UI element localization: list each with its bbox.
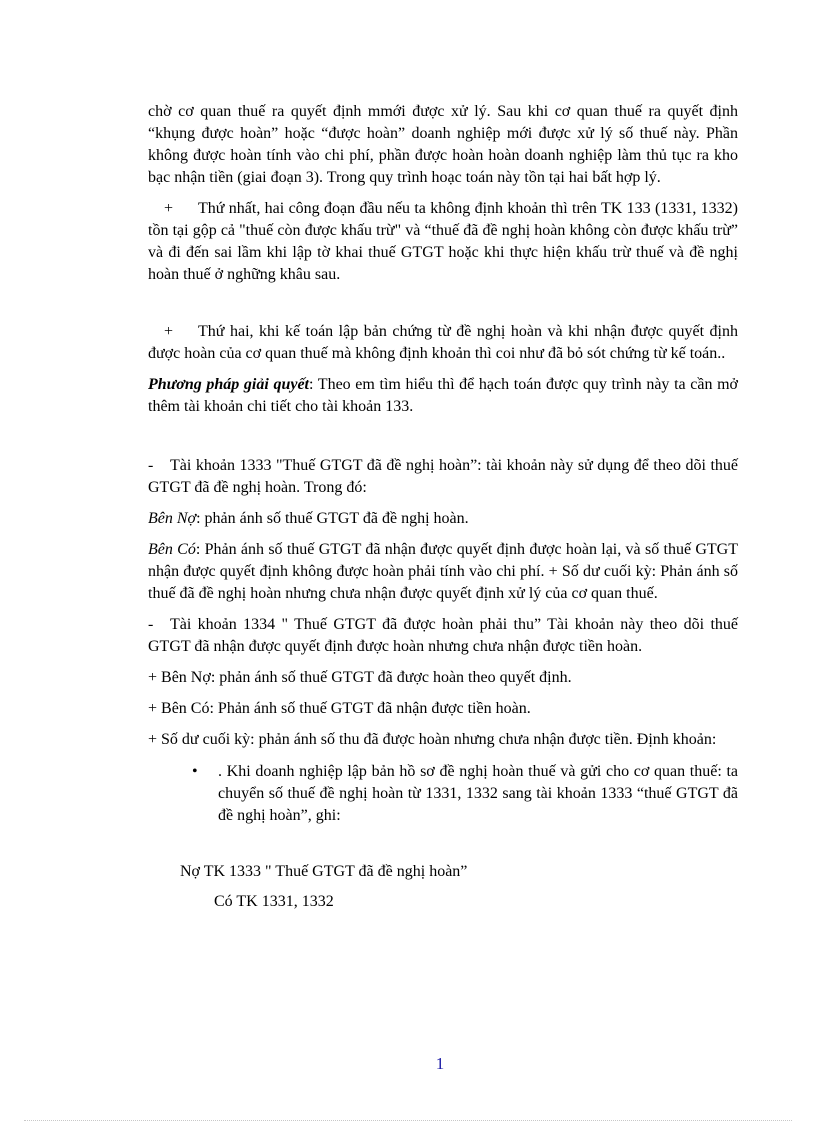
footer-divider [24,1120,792,1121]
account-1334-paragraph [148,614,738,658]
line-ben-no: + Bên Nợ: phản ánh số thuế GTGT đã được hoàn theo quyết định. [148,669,572,686]
plus-marker: + [164,323,174,340]
dash-marker: - [148,616,154,633]
point-second [148,321,738,365]
point-first-text: Thứ nhất, hai công đoạn đầu nếu ta không định khoản thì trên TK 133 (1331, 1332) tồn tại gộp cả "thuế còn được khấu trừ" và “thuế đã đề nghị hoàn không còn được khấu trừ” và đi đến sai lầm khi lập tờ khai thuế GTGT hoặc khi thực hiện khấu trừ thuế và đề nghị hoàn thuế ở nghững khâu sau. [148,200,738,283]
journal-entry-debit: Nợ TK 1333 " Thuế GTGT đã đề nghị hoàn” [180,863,468,880]
ben-no-paragraph [148,508,738,530]
account-1333-paragraph [148,455,738,499]
page-number: 1 [435,1054,445,1073]
point-second-text: Thứ hai, khi kế toán lập bản chứng từ đề nghị hoàn và khi nhận được quyết định được hoàn của cơ quan thuế mà không định khoản thì coi như đã bỏ sót chứng từ kế toán.. [148,323,738,362]
plus-marker: + [164,200,174,217]
journal-entry-credit: Có TK 1331, 1332 [214,893,334,910]
bullet-text: . Khi doanh nghiệp lập bản hồ sơ đề nghị hoàn thuế và gửi cho cơ quan thuế: ta chuyển số thuế đề nghị hoàn từ 1331, 1332 sang tài khoản 1333 “thuế GTGT đã đề nghị hoàn”, ghi: [218,763,738,824]
method-label: Phương pháp giải quyết [148,376,309,393]
account-1333-text: Tài khoản 1333 "Thuế GTGT đã đề nghị hoàn”: tài khoản này sử dụng để theo dõi thuế GTGT đã đề nghị hoàn. Trong đó: [148,457,738,496]
point-first [148,198,738,286]
document-body [148,101,738,913]
ben-co-text: : Phản ánh số thuế GTGT đã nhận được quyết định được hoàn lại, và số thuế GTGT nhận được quyết định không được hoàn phải tính vào chi phí. + Số dư cuối kỳ: Phản ánh số thuế đã đề nghị hoàn nhưng chưa nhận được quyết định xử lý của cơ quan thuế. [148,541,739,602]
paragraph-intro: chờ cơ quan thuế ra quyết định mmới được xử lý. Sau khi cơ quan thuế ra quyết định “khụng được hoàn” hoặc “được hoàn” doanh nghiệp mới được xử lý số thuế này. Phần không được hoàn tính vào chi phí, phần được hoàn hoàn doanh nghiệp làm thủ tục ra kho bạc nhận tiền (giai đoạn 3). Trong quy trình hoạc toán này tồn tại hai bất hợp lý. [148,103,738,186]
ben-no-label: Bên Nợ [148,510,197,527]
ben-no-text: : phản ánh số thuế GTGT đã đề nghị hoàn. [196,510,469,527]
ben-co-label: Bên Có [148,541,196,558]
bullet-icon: • [192,763,198,780]
account-1334-text: Tài khoản 1334 " Thuế GTGT đã được hoàn phải thu” Tài khoản này theo dõi thuế GTGT đã nhận được quyết định được hoàn nhưng chưa nhận được tiền hoàn. [148,616,738,655]
dash-marker: - [148,457,154,474]
line-ben-co: + Bên Có: Phản ánh số thuế GTGT đã nhận được tiền hoàn. [148,700,531,717]
method-paragraph [148,374,738,418]
line-so-du: + Số dư cuối kỳ: phản ánh số thu đã được hoàn nhưng chưa nhận được tiền. Định khoản: [148,731,717,748]
ben-co-paragraph [148,539,738,605]
method-text: : Theo em tìm hiểu thì để hạch toán được quy trình này ta cần mở thêm tài khoản chi tiết cho tài khoản 133. [148,376,738,415]
bullet-item [148,761,738,827]
